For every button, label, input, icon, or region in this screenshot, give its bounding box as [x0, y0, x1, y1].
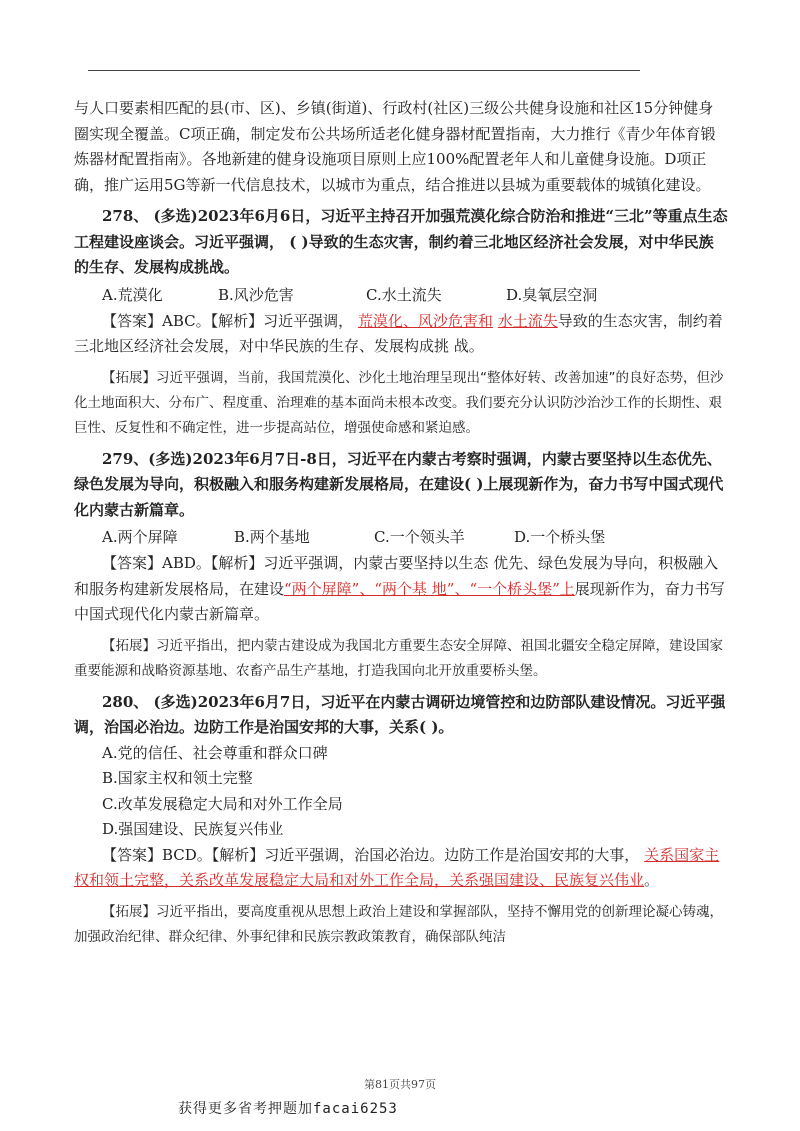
answer-279-text: 【答案】ABD。【解析】习近平强调，内蒙古要坚持以生态 优先、绿色发展为导向，积极融入和服务构建新发展格局，在建设 [74, 554, 719, 598]
answer-278-text: 【答案】ABC。【解析】习近平强调， [102, 311, 358, 330]
answer-280-rest: 。 [644, 871, 660, 889]
option-d: D.臭氧层空洞 [506, 285, 598, 304]
option-d: D.一个桥头堡 [514, 528, 606, 546]
question-278: 278、 (多选)2023年6月6日，习近平主持召开加强荒漠化综合防治和推进“三北”等重点生态工程建设座谈会。习近平强调， ( )导致的生态灾害，制约着三北地区经济社会发展，对中华民族的生存、发展构成挑战。 [74, 207, 728, 276]
extension-280: 【拓展】习近平指出，要高度重视从思想上政治上建设和掌握部队，坚持不懈用党的创新理论凝心铸魂，加强政治纪律、群众纪律、外事纪律和民族宗教政策教育，确保部队纯洁 [74, 903, 723, 945]
extension-279: 【拓展】习近平指出，把内蒙古建设成为我国北方重要生态安全屏障、祖国北疆安全稳定屏障，建设国家重要能源和战略资源基地、农畜产品生产基地，打造我国向北开放重要桥头堡。 [74, 637, 723, 679]
document-body [74, 96, 728, 950]
option-c: C.一个领头羊 [374, 528, 465, 546]
question-279: 279、(多选)2023年6月7日-8日，习近平在内蒙古考察时强调，内蒙古要坚持以生态优先、绿色发展为导向，积极融入和服务构建新发展格局，在建设( )上展现新作为，奋力书写中国式现代化内蒙古新篇章。 [74, 449, 724, 519]
option-a: A.党的信任、社会尊重和群众口碑 [102, 743, 328, 762]
answer-279-rest: 展现新作为，奋力书写中国式现代化内蒙古新篇章。 [74, 579, 725, 623]
answer-278-highlight-1: 荒漠化、风沙危害和 [357, 311, 493, 330]
answer-280-highlight: 关系国家主权和领土完整，关系改革发展稳定大局和对外工作全局，关系强国建设、民族复兴伟业 [74, 845, 720, 889]
answer-278 [74, 309, 728, 360]
question-280: 280、 (多选)2023年6月7日，习近平在内蒙古调研边境管控和边防部队建设情况。习近平强调，治国必治边。边防工作是治国安邦的大事，关系( )。 [74, 692, 726, 736]
header-rule [88, 70, 640, 71]
answer-278-highlight-2: 水土流失 [497, 311, 558, 330]
option-d: D.强国建设、民族复兴伟业 [102, 820, 284, 838]
answer-278-rest: 导致的生态灾害，制约着三北地区经济社会发展，对中华民族的生存、发展构成挑 战。 [74, 311, 723, 355]
page-number: 第81页共97页 [364, 1078, 436, 1091]
option-b: B.风沙危害 [218, 285, 294, 304]
options-279 [74, 523, 728, 551]
options-278 [74, 281, 728, 309]
answer-280 [74, 843, 728, 894]
option-a: A.荒漠化 [102, 285, 163, 304]
answer-280-text: 【答案】BCD。【解析】习近平强调，治国必治边。边防工作是治国安邦的大事， [102, 845, 645, 864]
answer-279-highlight: “两个屏障”、“两个基 地”、“一个桥头堡”上 [284, 579, 575, 598]
extension-278: 【拓展】习近平强调，当前，我国荒漠化、沙化土地治理呈现出“整体好转、改善加速”的良好态势，但沙化土地面积大、分布广、程度重、治理难的基本面尚未根本改变。我们要充分认识防沙治沙工作的长期性、艰巨性、反复性和不确定性，进一步提高站位，增强使命感和紧迫感。 [74, 369, 724, 436]
option-c: C.水土流失 [366, 285, 442, 304]
option-b: B.两个基地 [234, 528, 310, 546]
answer-279 [74, 551, 728, 628]
intro-paragraph: 与人口要素相匹配的县(市、区)、乡镇(街道)、行政村(社区)三级公共健身设施和社区15分钟健身圈实现全覆盖。C项正确，制定发布公共场所适老化健身器材配置指南，大力推行《青少年体育锻炼器材配置指南》。各地新建的健身设施项目原则上应100%配置老年人和儿童健身设施。D项正确，推广运用5G等新一代信息技术，以城市为重点，结合推进以县城为重要载体的城镇化建设。 [74, 99, 716, 194]
promo-text: 获得更多省考押题加facai6253 [178, 1101, 398, 1117]
option-b: B.国家主权和领土完整 [102, 769, 253, 787]
option-c: C.改革发展稳定大局和对外工作全局 [102, 794, 343, 813]
option-a: A.两个屏障 [102, 528, 178, 546]
